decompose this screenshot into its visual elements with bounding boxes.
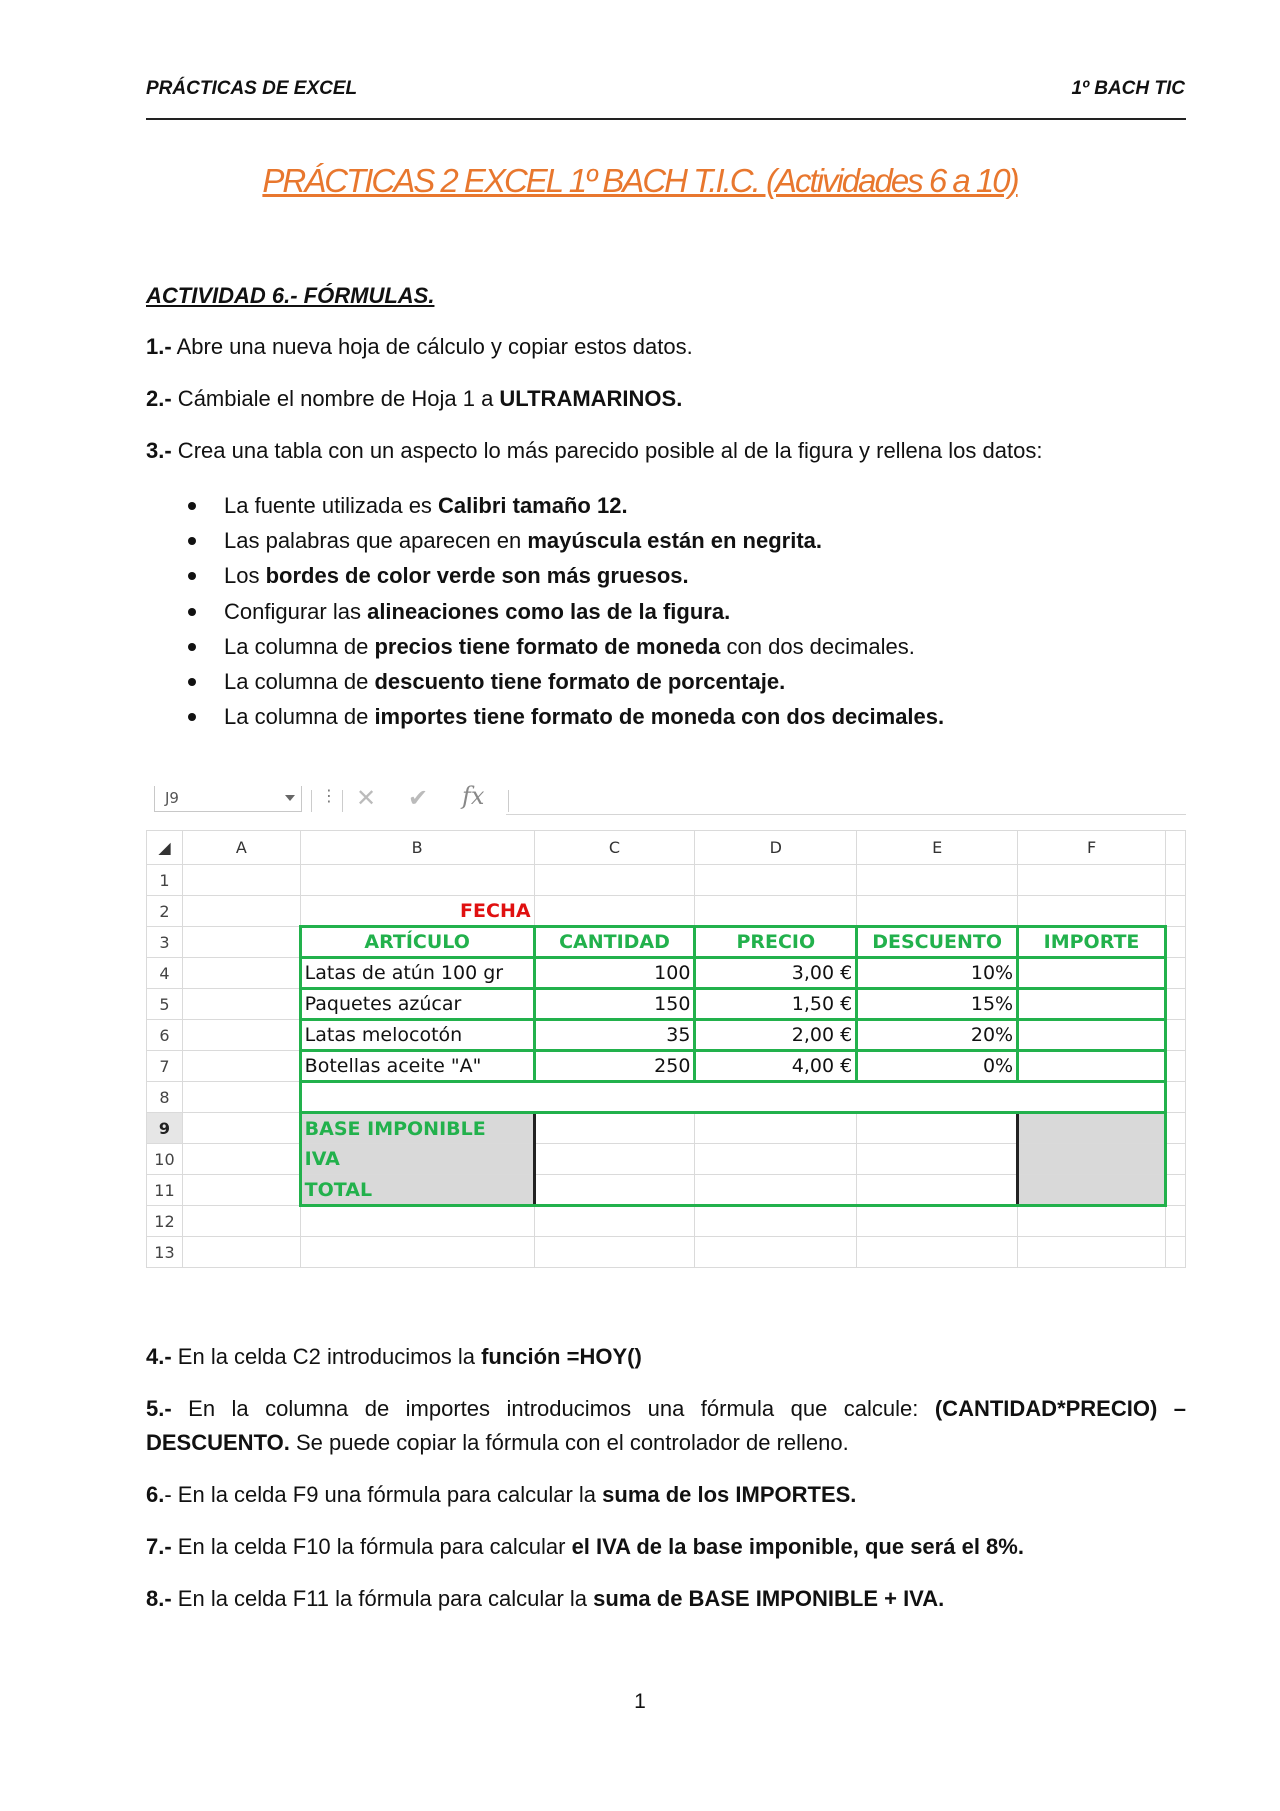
table-row	[147, 989, 1186, 1020]
base-imponible-value[interactable]	[1018, 1113, 1166, 1144]
row-header[interactable]: 9	[147, 1113, 183, 1144]
row-header[interactable]: 11	[147, 1175, 183, 1206]
cell[interactable]	[534, 1237, 695, 1268]
fecha-cell[interactable]: FECHA	[300, 896, 534, 927]
item-name[interactable]: Paquetes azúcar	[300, 989, 534, 1020]
cell[interactable]	[182, 1144, 300, 1175]
cell[interactable]	[182, 1020, 300, 1051]
list-item: Configurar las alineaciones como las de la figura.	[146, 594, 944, 629]
cell[interactable]	[857, 896, 1018, 927]
table-row	[147, 1113, 1186, 1144]
divider	[342, 790, 343, 812]
cell[interactable]	[1165, 831, 1185, 865]
cell[interactable]	[1165, 896, 1185, 927]
column-header-b[interactable]: B	[300, 831, 534, 865]
header-importe[interactable]: IMPORTE	[1018, 927, 1166, 958]
item-price[interactable]: 2,00 €	[695, 1020, 857, 1051]
table-row	[147, 1082, 1186, 1113]
row-header[interactable]: 7	[147, 1051, 183, 1082]
activity-heading: ACTIVIDAD 6.- FÓRMULAS.	[146, 283, 435, 308]
cell[interactable]	[1165, 958, 1185, 989]
step-1: 1.- Abre una nueva hoja de cálculo y copiar estos datos.	[146, 334, 693, 359]
header-precio[interactable]: PRECIO	[695, 927, 857, 958]
cell[interactable]	[182, 1237, 300, 1268]
cell[interactable]	[300, 1206, 534, 1237]
header-articulo[interactable]: ARTÍCULO	[300, 927, 534, 958]
cell[interactable]	[1018, 896, 1166, 927]
list-item: La columna de importes tiene formato de moneda con dos decimales.	[146, 699, 944, 734]
list-item: La columna de descuento tiene formato de porcentaje.	[146, 664, 944, 699]
row-header[interactable]: 3	[147, 927, 183, 958]
item-name[interactable]: Latas melocotón	[300, 1020, 534, 1051]
item-discount[interactable]: 15%	[857, 989, 1018, 1020]
step-8: 8.- En la celda F11 la fórmula para calcular la suma de BASE IMPONIBLE + IVA.	[146, 1586, 945, 1611]
cell[interactable]	[695, 1237, 857, 1268]
cancel-icon[interactable]: ✕	[356, 784, 377, 812]
cell[interactable]	[1165, 1237, 1185, 1268]
table-row	[147, 896, 1186, 927]
step-6: 6.- En la celda F9 una fórmula para calcular la suma de los IMPORTES.	[146, 1482, 857, 1507]
enter-icon[interactable]: ✔	[408, 784, 429, 812]
cell[interactable]	[1165, 1144, 1185, 1175]
cell[interactable]	[534, 1113, 695, 1144]
cell[interactable]	[182, 1082, 300, 1113]
name-box[interactable]: J9	[154, 786, 302, 812]
row-header[interactable]: 10	[147, 1144, 183, 1175]
header-left: PRÁCTICAS DE EXCEL	[146, 78, 358, 99]
cell[interactable]	[182, 896, 300, 927]
cell[interactable]	[300, 1237, 534, 1268]
cell[interactable]	[1165, 1175, 1185, 1206]
list-item: La fuente utilizada es Calibri tamaño 12.	[146, 488, 944, 523]
cell[interactable]	[857, 1206, 1018, 1237]
cell[interactable]	[695, 865, 857, 896]
header-descuento[interactable]: DESCUENTO	[857, 927, 1018, 958]
step-7: 7.- En la celda F10 la fórmula para calcular el IVA de la base imponible, que será el 8%.	[146, 1534, 1024, 1559]
cell[interactable]	[534, 1206, 695, 1237]
iva-value[interactable]	[1018, 1144, 1166, 1175]
cell[interactable]	[182, 1206, 300, 1237]
cell[interactable]	[182, 1175, 300, 1206]
table-row	[147, 927, 1186, 958]
item-importe[interactable]	[1018, 989, 1166, 1020]
cell[interactable]	[534, 1144, 695, 1175]
item-importe[interactable]	[1018, 1020, 1166, 1051]
cell[interactable]	[182, 927, 300, 958]
column-header-d[interactable]: D	[695, 831, 857, 865]
cell[interactable]	[1165, 1020, 1185, 1051]
table-row	[147, 1144, 1186, 1175]
row-header[interactable]: 6	[147, 1020, 183, 1051]
cell[interactable]	[182, 865, 300, 896]
list-item: Las palabras que aparecen en mayúscula están en negrita.	[146, 523, 944, 558]
cell[interactable]	[857, 865, 1018, 896]
column-header-e[interactable]: E	[857, 831, 1018, 865]
cell[interactable]	[1018, 1206, 1166, 1237]
step-2: 2.- Cámbiale el nombre de Hoja 1 a ULTRAMARINOS.	[146, 386, 683, 411]
cell[interactable]	[695, 1144, 857, 1175]
page-title: PRÁCTICAS 2 EXCEL 1º BACH T.I.C. (Actividades 6 a 10)	[262, 162, 1018, 199]
row-header[interactable]: 8	[147, 1082, 183, 1113]
table-row	[147, 865, 1186, 896]
page-number: 1	[634, 1690, 646, 1713]
item-name[interactable]: Latas de atún 100 gr	[300, 958, 534, 989]
cell[interactable]	[1165, 865, 1185, 896]
cell[interactable]	[695, 1113, 857, 1144]
chevron-down-icon[interactable]	[285, 795, 295, 801]
cell[interactable]	[300, 865, 534, 896]
table-row	[147, 1175, 1186, 1206]
cell[interactable]	[695, 1206, 857, 1237]
header-divider	[146, 118, 1186, 123]
list-item: La columna de precios tiene formato de moneda con dos decimales.	[146, 629, 944, 664]
cell[interactable]	[182, 989, 300, 1020]
spreadsheet-grid	[146, 830, 1186, 1268]
item-price[interactable]: 1,50 €	[695, 989, 857, 1020]
cell[interactable]	[534, 1175, 695, 1206]
row-header[interactable]: 5	[147, 989, 183, 1020]
row-header[interactable]: 1	[147, 865, 183, 896]
cell[interactable]	[1165, 1082, 1185, 1113]
column-header-row	[147, 831, 1186, 865]
cell[interactable]	[1165, 989, 1185, 1020]
item-importe[interactable]	[1018, 958, 1166, 989]
cell[interactable]	[857, 1113, 1018, 1144]
header-cantidad[interactable]: CANTIDAD	[534, 927, 695, 958]
select-all-corner[interactable]: ◢	[147, 831, 183, 865]
formula-input[interactable]	[506, 814, 1186, 815]
table-row	[147, 958, 1186, 989]
item-name[interactable]: Botellas aceite "A"	[300, 1051, 534, 1082]
table-row	[147, 1051, 1186, 1082]
item-discount[interactable]: 0%	[857, 1051, 1018, 1082]
item-importe[interactable]	[1018, 1051, 1166, 1082]
header-right: 1º BACH TIC	[1071, 78, 1185, 99]
cell[interactable]	[1018, 865, 1166, 896]
cell[interactable]	[695, 1175, 857, 1206]
blank-row[interactable]	[300, 1082, 1165, 1113]
list-item: Los bordes de color verde son más gruesos.	[146, 558, 944, 593]
formula-bar	[146, 782, 1186, 822]
total-value[interactable]	[1018, 1175, 1166, 1206]
table-row	[147, 1206, 1186, 1237]
item-quantity[interactable]: 35	[534, 1020, 695, 1051]
table-row	[147, 1020, 1186, 1051]
cell[interactable]	[182, 1113, 300, 1144]
more-options-icon[interactable]: ⋮	[321, 786, 337, 805]
step-5: 5.- En la columna de importes introducimos una fórmula que calcule: (CANTIDAD*PRECIO) – DESCUENTO. Se puede copiar la fórmula con el controlador de relleno.	[146, 1396, 1186, 1455]
cell[interactable]	[1165, 1113, 1185, 1144]
divider	[311, 790, 312, 812]
row-header[interactable]: 12	[147, 1206, 183, 1237]
insert-function-icon[interactable]: fx	[462, 782, 485, 810]
cell[interactable]	[857, 1237, 1018, 1268]
cell[interactable]	[182, 958, 300, 989]
item-quantity[interactable]: 250	[534, 1051, 695, 1082]
spreadsheet-screenshot	[146, 782, 1186, 1282]
item-discount[interactable]: 20%	[857, 1020, 1018, 1051]
cell[interactable]	[534, 865, 695, 896]
cell[interactable]	[1165, 927, 1185, 958]
cell[interactable]	[182, 1051, 300, 1082]
format-bullet-list	[146, 488, 944, 734]
row-header[interactable]: 2	[147, 896, 183, 927]
cell[interactable]	[1165, 1051, 1185, 1082]
table-row	[147, 1237, 1186, 1268]
divider	[508, 790, 509, 812]
column-header-f[interactable]: F	[1018, 831, 1166, 865]
column-header-a[interactable]: A	[182, 831, 300, 865]
cell[interactable]	[857, 1175, 1018, 1206]
cell[interactable]	[1165, 1206, 1185, 1237]
column-header-c[interactable]: C	[534, 831, 695, 865]
row-header[interactable]: 4	[147, 958, 183, 989]
step-3: 3.- Crea una tabla con un aspecto lo más parecido posible al de la figura y rellena los datos:	[146, 438, 1043, 463]
row-header[interactable]: 13	[147, 1237, 183, 1268]
cell[interactable]	[857, 1144, 1018, 1175]
total-label[interactable]: TOTAL	[300, 1175, 534, 1206]
cell[interactable]	[1018, 1237, 1166, 1268]
step-4: 4.- En la celda C2 introducimos la función =HOY()	[146, 1344, 642, 1369]
item-price[interactable]: 3,00 €	[695, 958, 857, 989]
iva-label[interactable]: IVA	[300, 1144, 534, 1175]
item-price[interactable]: 4,00 €	[695, 1051, 857, 1082]
cell[interactable]	[695, 896, 857, 927]
item-quantity[interactable]: 100	[534, 958, 695, 989]
base-imponible-label[interactable]: BASE IMPONIBLE	[300, 1113, 534, 1144]
date-cell[interactable]	[534, 896, 695, 927]
item-discount[interactable]: 10%	[857, 958, 1018, 989]
item-quantity[interactable]: 150	[534, 989, 695, 1020]
